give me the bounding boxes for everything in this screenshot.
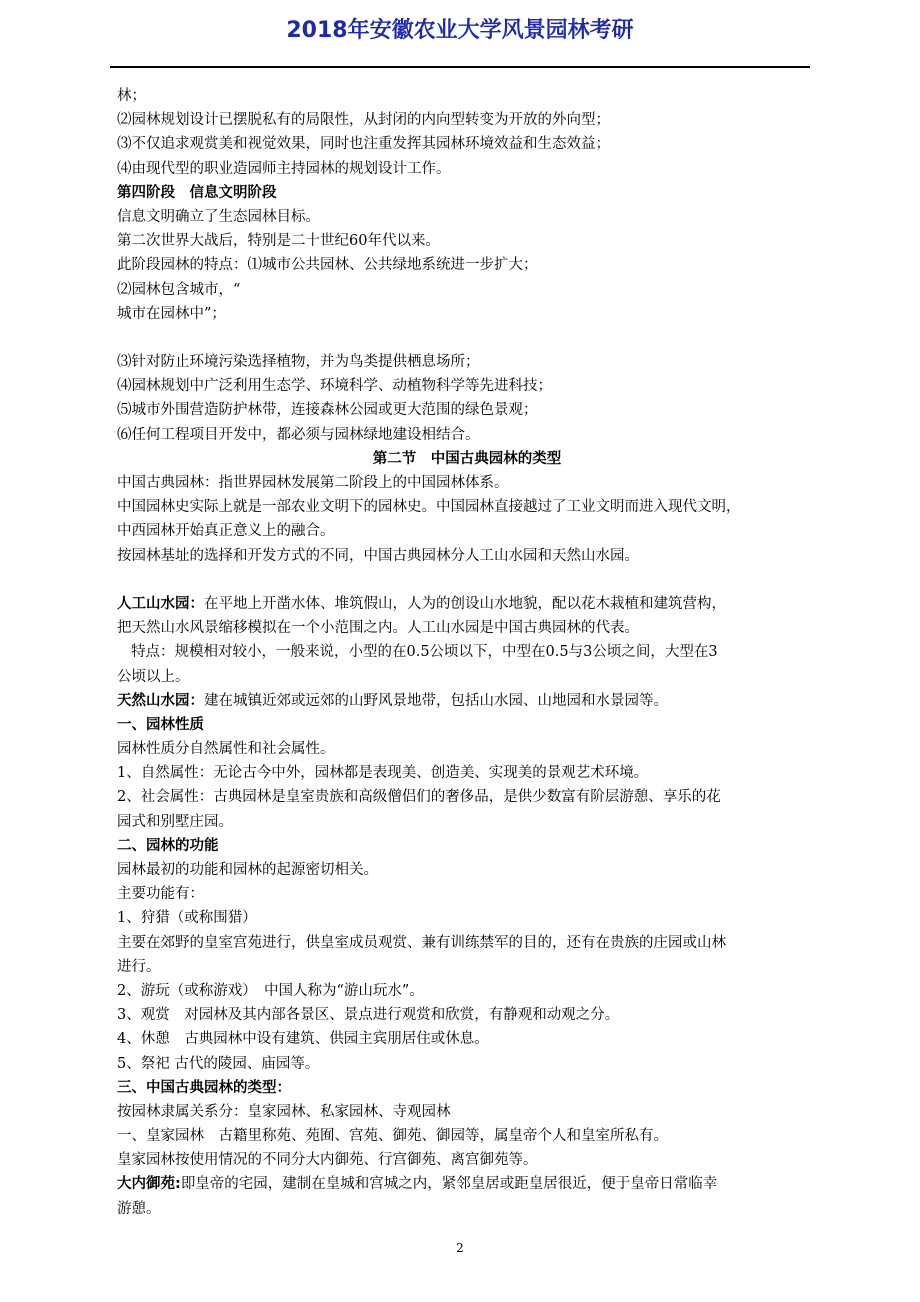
term-definition: 建在城镇近郊或远郊的山野风景地带，包括山水园、山地园和水景园等。 — [204, 692, 668, 709]
text-line: 中国园林史实际上就是一部农业文明下的园林史。中国园林直接越过了工业文明而进入现代文明， — [117, 499, 741, 516]
section-heading-garden-nature: 一、园林性质 — [117, 716, 204, 733]
text-line: 中国古典园林：指世界园林发展第二阶段上的中国园林体系。 — [117, 475, 509, 491]
text-line: 一、皇家园林 古籍里称苑、苑囿、宫苑、御苑、御园等，属皇帝个人和皇室所私有。 — [117, 1128, 668, 1145]
text-line: 按园林基址的选择和开发方式的不同，中国古典园林分人工山水园和天然山水园。 — [117, 547, 639, 564]
text-line: 把天然山水风景缩移模拟在一个小范围之内。人工山水园是中国古典园林的代表。 — [117, 620, 639, 637]
text-line: 4、休憩 古典园林中设有建筑、供园主宾朋居住或休息。 — [117, 1031, 489, 1048]
term-natural-landscape-garden: 天然山水园： — [117, 692, 204, 709]
text-line: ⑸城市外围营造防护林带，连接森林公园或更大范围的绿色景观； — [117, 402, 538, 419]
text-line: 进行。 — [117, 958, 161, 975]
text-line: 2、社会属性：古典园林是皇室贵族和高级僧侣们的奢侈品，是供少数富有阶层游憩、享乐的花 — [117, 789, 721, 806]
text-line: ⑵园林规划设计已摆脱私有的局限性，从封闭的内向型转变为开放的外向型； — [117, 112, 610, 129]
text-line: ⑶不仅追求观赏美和视觉效果，同时也注重发挥其园林环境效益和生态效益； — [117, 136, 610, 153]
text-line: ⑶针对防止环境污染选择植物，并为鸟类提供栖息场所； — [117, 354, 480, 371]
term-artificial-landscape-garden: 人工山水园： — [117, 595, 204, 612]
text-line: 1、自然属性：无论古今中外，园林都是表现美、创造美、实现美的景观艺术环境。 — [117, 765, 649, 782]
text-line: 特点：规模相对较小，一般来说，小型的在0.5公顷以下，中型在0.5与3公顷之间，大型在3 — [131, 644, 718, 661]
header-title: 2018年安徽农业大学风景园林考研 — [286, 18, 634, 43]
text-line: 主要功能有： — [117, 886, 204, 903]
term-inner-imperial-garden: 大内御苑: — [117, 1176, 181, 1193]
text-line: 皇家园林按使用情况的不同分大内御苑、行宫御苑、离宫御苑等。 — [117, 1152, 538, 1169]
text-line: 林； — [117, 88, 146, 104]
text-line: 主要在郊野的皇室宫苑进行，供皇室成员观赏、兼有训练禁军的目的，还有在贵族的庄园或山林 — [117, 934, 726, 951]
text-line-natural-landscape-garden — [117, 689, 817, 713]
term-definition: 在平地上开凿水体、堆筑假山，人为的创设山水地貌，配以花木栽植和建筑营构， — [204, 595, 726, 612]
section-title-chinese-classical-garden-types: 第二节 中国古典园林的类型 — [372, 450, 562, 467]
section-heading-classical-garden-types: 三、中国古典园林的类型： — [117, 1079, 291, 1096]
page-header — [110, 14, 810, 70]
text-line: 园林性质分自然属性和社会属性。 — [117, 741, 335, 758]
text-line: 游憩。 — [117, 1200, 161, 1217]
text-line: 城市在园林中”； — [117, 305, 226, 322]
text-line: 2、游玩（或称游戏） 中国人称为“游山玩水”。 — [117, 982, 424, 999]
text-line: 3、观赏 对园林及其内部各景区、景点进行观赏和欣赏，有静观和动观之分。 — [117, 1007, 620, 1024]
header-rule — [110, 66, 810, 68]
section-heading-garden-functions: 二、园林的功能 — [117, 837, 219, 854]
blank-line — [117, 568, 817, 592]
text-line: 中西园林开始真正意义上的融合。 — [117, 523, 335, 540]
text-line: 园式和别墅庄园。 — [117, 813, 233, 830]
text-line: 1、狩猎（或称围猎） — [117, 910, 257, 927]
text-line-artificial-landscape-garden — [117, 592, 817, 616]
text-line: 按园林隶属关系分：皇家园林、私家园林、寺观园林 — [117, 1103, 451, 1120]
text-line: 公顷以上。 — [117, 668, 190, 685]
text-line: ⑷园林规划中广泛利用生态学、环境科学、动植物科学等先进科技； — [117, 378, 552, 395]
text-line: 园林最初的功能和园林的起源密切相关。 — [117, 862, 378, 878]
text-line: 5、祭祀 古代的陵园、庙园等。 — [117, 1055, 320, 1072]
text-line: 此阶段园林的特点：⑴城市公共园林、公共绿地系统进一步扩大； — [117, 257, 538, 274]
blank-line — [117, 326, 817, 350]
document-body — [117, 84, 817, 1221]
text-line: 第二次世界大战后，特别是二十世纪60年代以来。 — [117, 233, 440, 250]
page-number: 2 — [456, 1241, 464, 1255]
text-line: 信息文明确立了生态园林目标。 — [117, 208, 320, 225]
text-line: ⑹任何工程项目开发中，都必须与园林绿地建设相结合。 — [117, 426, 480, 443]
text-line: ⑵园林包含城市，“ — [117, 281, 241, 298]
section-heading-stage-four: 第四阶段 信息文明阶段 — [117, 184, 277, 201]
text-line: ⑷由现代型的职业造园师主持园林的规划设计工作。 — [117, 160, 451, 177]
term-definition: 即皇帝的宅园，建制在皇城和宫城之内，紧邻皇居或距皇居很近，便于皇帝日常临幸 — [180, 1176, 718, 1193]
text-line-inner-imperial-garden — [117, 1172, 817, 1196]
